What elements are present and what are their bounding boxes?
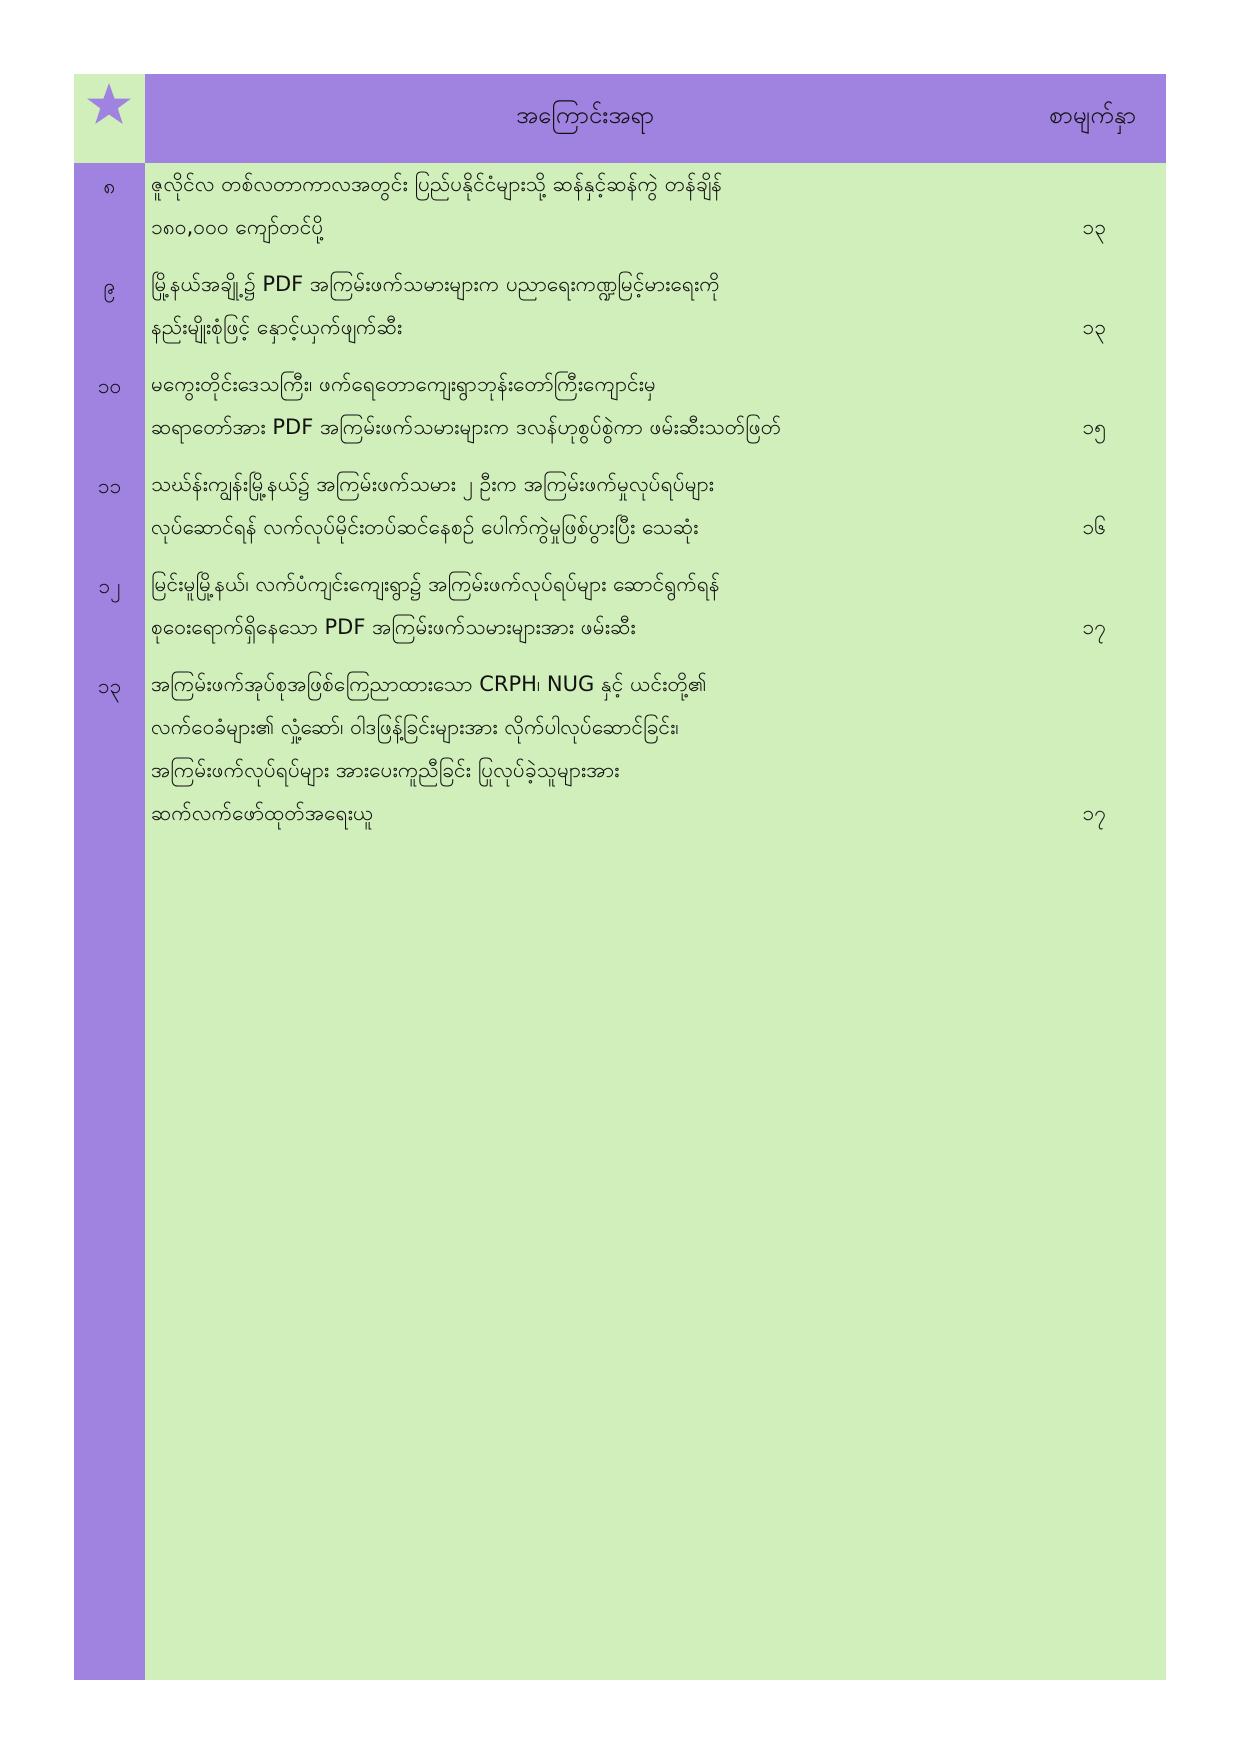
toc-entry[interactable] [74, 463, 1166, 549]
toc-entry-title-line: မြို့နယ်အချို့၌ PDF အကြမ်းဖက်သမားများက ပညာရေးကဏ္ဍမြင့်မားရေးကို [151, 272, 720, 296]
page-column-label: စာမျက်နှာ [1049, 101, 1136, 129]
toc-entry-title-line: ဇူလိုင်လ တစ်လတာကာလအတွင်း ပြည်ပနိုင်ငံများသို့ ဆန်နှင့်ဆန်ကွဲ တန်ချိန် [151, 172, 723, 196]
toc-header [145, 74, 1166, 163]
toc-entry-title [145, 663, 1011, 835]
toc-entry-title-line: သဃ်န်းကျွန်းမြို့နယ်၌ အကြမ်းဖက်သမား ၂ ဦးက အကြမ်းဖက်မှုလုပ်ရပ်များ [151, 472, 714, 496]
toc-entry-title-line: လုပ်ဆောင်ရန် လက်လုပ်မိုင်းတပ်ဆင်နေစဉ် ပေါက်ကွဲမှုဖြစ်ပွားပြီး သေဆုံး [151, 515, 699, 539]
toc-entry[interactable] [74, 263, 1166, 349]
toc-entry-title-line: နည်းမျိုးစုံဖြင့် နှောင့်ယှက်ဖျက်ဆီး [151, 315, 403, 339]
toc-entry-title-line: အကြမ်းဖက်အုပ်စုအဖြစ်ကြေညာထားသော CRPH၊ NUG နှင့် ယင်းတို့၏ [151, 672, 707, 696]
toc-entry-title [145, 263, 1011, 349]
toc-list [74, 163, 1166, 849]
toc-entry-title [145, 163, 1011, 249]
toc-entry-title [145, 363, 1011, 449]
toc-entry-title [145, 563, 1011, 649]
toc-entry-number: ၁၀ [97, 374, 122, 398]
toc-entry-title [145, 463, 1011, 549]
toc-entry-title-line: ဆရာတော်အား PDF အကြမ်းဖက်သမားများက ဒလန်ဟုစွပ်စွဲကာ ဖမ်းဆီးသတ်ဖြတ် [151, 415, 782, 439]
toc-entry-title-line: ၁၈၀,၀၀၀ ကျော်တင်ပို့ [151, 215, 324, 239]
toc-title: အကြောင်းအရာ [516, 101, 654, 129]
toc-frame [74, 74, 1166, 1680]
toc-entry-page-number: ၁၆ [1082, 515, 1106, 539]
star-cell [74, 74, 145, 163]
toc-entry-page-number: ၁၇ [1082, 801, 1106, 825]
toc-entry-title-line: ဆက်လက်ဖော်ထုတ်အရေးယူ [151, 801, 374, 825]
toc-entry-page-number: ၁၃ [1082, 215, 1106, 239]
toc-entry-number: ၈ [103, 174, 116, 198]
toc-entry-number: ၁၃ [97, 674, 122, 698]
toc-entry-title-line: မြင်းမူမြို့နယ်၊ လက်ပံကျင်းကျေးရွာ၌ အကြမ်းဖက်လုပ်ရပ်များ ဆောင်ရွက်ရန် [151, 572, 720, 596]
toc-entry-number: ၁၁ [97, 474, 122, 498]
toc-entry[interactable] [74, 563, 1166, 649]
toc-entry-page-number: ၁၃ [1082, 315, 1106, 339]
toc-entry-number: ၉ [103, 274, 116, 298]
toc-entry-number: ၁၂ [98, 574, 121, 598]
toc-entry[interactable] [74, 663, 1166, 835]
toc-entry-title-line: မကွေးတိုင်းဒေသကြီး၊ ဖက်ရေတောကျေးရွာဘုန်းတော်ကြီးကျောင်းမှ [151, 372, 656, 396]
toc-entry[interactable] [74, 363, 1166, 449]
toc-entry-title-line: စုဝေးရောက်ရှိနေသော PDF အကြမ်းဖက်သမားများအား ဖမ်းဆီး [151, 615, 636, 639]
toc-entry-title-line: အကြမ်းဖက်လုပ်ရပ်များ အားပေးကူညီခြင်း ပြုလုပ်ခဲ့သူများအား [151, 758, 620, 782]
toc-entry-page-number: ၁၅ [1082, 415, 1106, 439]
toc-entry-title-line: လက်ဝေခံများ၏ လှုံ့ဆော်၊ ဝါဒဖြန့်ခြင်းများအား လိုက်ပါလုပ်ဆောင်ခြင်း၊ [151, 715, 679, 739]
toc-entry-page-number: ၁၇ [1082, 615, 1106, 639]
toc-entry[interactable] [74, 163, 1166, 249]
star-icon [85, 81, 133, 129]
